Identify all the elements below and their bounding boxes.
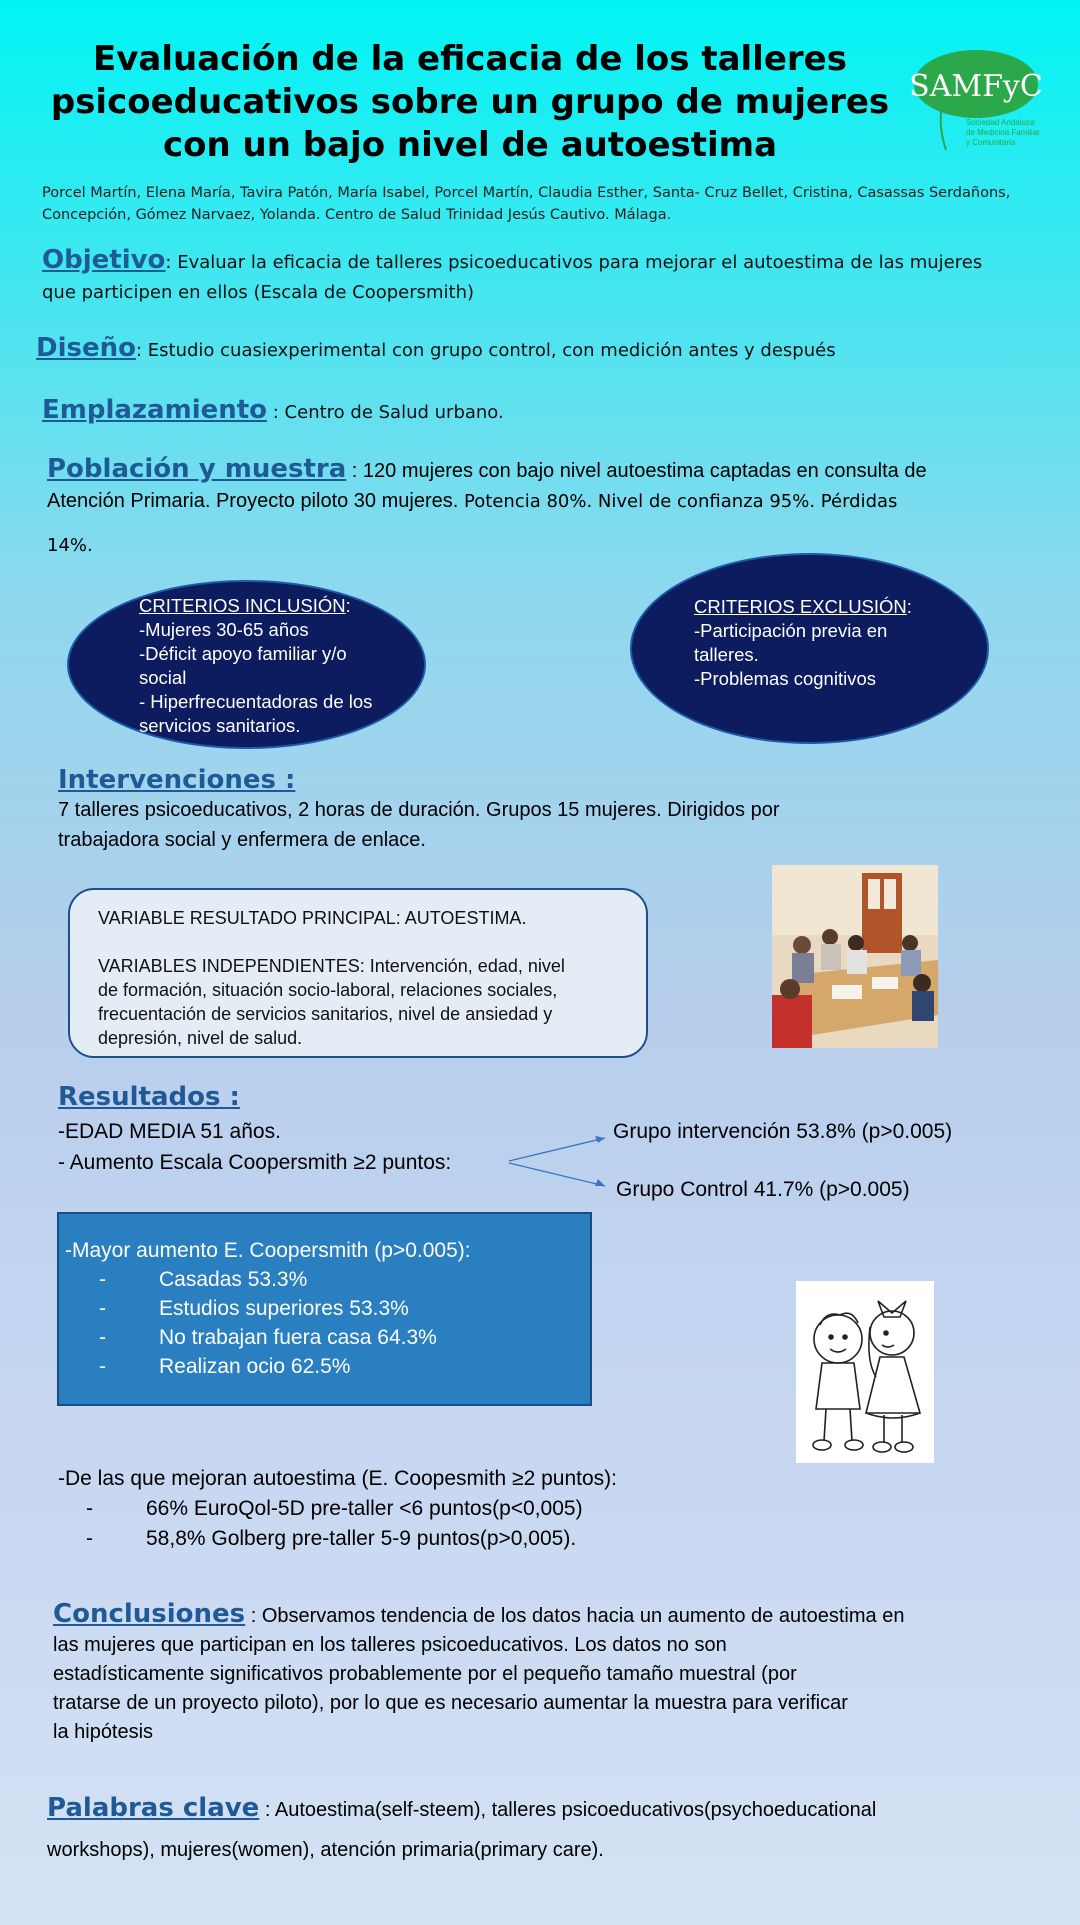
objetivo-text-1: : Evaluar la eficacia de talleres psicoeducativos para mejorar el autoestima de las mujeres	[165, 252, 983, 273]
exclusion-criteria-oval	[630, 553, 989, 744]
authors-line-2: Concepción, Gómez Narvaez, Yolanda. Centro de Salud Trinidad Jesús Cautivo. Málaga.	[42, 207, 672, 223]
objetivo-text-2: que participen en ellos (Escala de Coopersmith)	[42, 282, 475, 303]
coopersmith-box	[57, 1212, 592, 1406]
workshop-photo	[772, 865, 938, 1048]
aumento-escala: - Aumento Escala Coopersmith ≥2 puntos:	[58, 1151, 452, 1174]
conclusiones-heading: Conclusiones	[53, 1599, 246, 1629]
exclusion-colon: :	[906, 596, 912, 617]
dash: -	[99, 1326, 106, 1349]
diseno-heading: Diseño	[36, 333, 136, 363]
authors-line-1: Porcel Martín, Elena María, Tavira Patón, María Isabel, Porcel Martín, Claudia Esther, Santa- Cruz Bellet, Cristina, Casassas Serdañons,	[42, 185, 1011, 201]
inclusion-item-4: - Hiperfrecuentadoras de los	[139, 691, 373, 712]
diseno-section	[36, 333, 1046, 366]
variables-independientes-3: frecuentación de servicios sanitarios, nivel de ansiedad y	[98, 1004, 553, 1024]
logo-text: SAMFyC	[909, 69, 1043, 104]
intervenciones-text-2: trabajadora social y enfermera de enlace.	[58, 829, 426, 851]
children-drawing	[796, 1281, 934, 1463]
inclusion-heading: CRITERIOS INCLUSIÓN	[139, 595, 346, 616]
coopersmith-item-4-text: Realizan ocio 62.5%	[159, 1355, 351, 1378]
inclusion-item-1: -Mujeres 30-65 años	[139, 619, 309, 640]
conclusiones-text-4: tratarse de un proyecto piloto), por lo que es necesario aumentar la muestra para verificar	[53, 1692, 848, 1714]
inclusion-item-5: servicios sanitarios.	[139, 715, 301, 736]
children-drawing-image	[796, 1281, 934, 1463]
title-line-3: con un bajo nivel de autoestima	[162, 125, 778, 165]
poblacion-text-1: : 120 mujeres con bajo nivel autoestima captadas en consulta de	[346, 460, 927, 482]
exclusion-item-2: talleres.	[694, 644, 759, 665]
grupo-intervencion: Grupo intervención 53.8% (p>0.005)	[613, 1120, 953, 1143]
emplazamiento-heading: Emplazamiento	[42, 395, 268, 425]
mejoran-section	[58, 1464, 617, 1554]
coopersmith-item-3	[65, 1323, 584, 1352]
conclusiones-text-5: la hipótesis	[53, 1721, 154, 1743]
emplazamiento-text: : Centro de Salud urbano.	[267, 402, 504, 423]
logo-sub-3: y Comunitaria	[966, 138, 1016, 147]
inclusion-colon: :	[345, 595, 351, 616]
coopersmith-heading: -Mayor aumento E. Coopersmith (p>0.005):	[65, 1239, 471, 1262]
variables-independientes-4: depresión, nivel de salud.	[98, 1028, 303, 1048]
dash: -	[99, 1355, 106, 1378]
inclusion-item-3: social	[139, 667, 187, 688]
exclusion-item-3: -Problemas cognitivos	[694, 668, 876, 689]
intervenciones-text-1: 7 talleres psicoeducativos, 2 horas de duración. Grupos 15 mujeres. Dirigidos por	[58, 799, 780, 821]
intervenciones-heading: Intervenciones :	[58, 765, 296, 795]
resultados-heading: Resultados :	[58, 1082, 240, 1112]
conclusiones-text-2: las mujeres que participan en los talleres psicoeducativos. Los datos no son	[53, 1634, 727, 1656]
title-line-1: Evaluación de la eficacia de los talleres	[93, 39, 847, 79]
logo-sub-1: Sociedad Andaluza	[966, 118, 1035, 127]
palabras-clave-section	[47, 1788, 1057, 1870]
palabras-clave-heading: Palabras clave	[47, 1793, 260, 1823]
exclusion-item-1: -Participación previa en	[694, 620, 888, 641]
logo-sub-2: de Medicina Familiar	[966, 128, 1040, 137]
poblacion-text-2b: Potencia 80%. Nivel de confianza 95%. Pérdidas	[458, 491, 898, 512]
exclusion-heading: CRITERIOS EXCLUSIÓN	[694, 596, 907, 617]
variables-independientes-2: de formación, situación socio-laboral, relaciones sociales,	[98, 980, 558, 1000]
coopersmith-item-3-text: No trabajan fuera casa 64.3%	[159, 1326, 437, 1349]
diseno-text: : Estudio cuasiexperimental con grupo control, con medición antes y después	[135, 340, 836, 361]
inclusion-criteria-oval	[67, 580, 426, 749]
result-arrows-icon	[505, 1128, 615, 1194]
samfyc-logo-icon	[908, 46, 1048, 156]
poblacion-text-2a: Atención Primaria. Proyecto piloto 30 mujeres.	[47, 490, 459, 512]
dash: -	[86, 1527, 93, 1550]
workshop-photo-image	[772, 865, 938, 1048]
mejoran-heading: -De las que mejoran autoestima (E. Coopesmith ≥2 puntos):	[58, 1467, 617, 1490]
dash: -	[99, 1297, 106, 1320]
poblacion-section	[47, 454, 1057, 561]
emplazamiento-section	[42, 395, 1052, 428]
coopersmith-item-1	[65, 1265, 584, 1294]
grupo-control: Grupo Control 41.7% (p>0.005)	[616, 1178, 910, 1201]
mejoran-item-1: 66% EuroQol-5D pre-taller <6 puntos(p<0,005)	[146, 1497, 583, 1520]
resultados-section	[58, 1082, 240, 1114]
objetivo-heading: Objetivo	[42, 245, 166, 275]
edad-media: -EDAD MEDIA 51 años.	[58, 1120, 281, 1143]
coopersmith-item-1-text: Casadas 53.3%	[159, 1268, 308, 1291]
variables-independientes-1: VARIABLES INDEPENDIENTES: Intervención, edad, nivel	[98, 956, 565, 976]
poster-title	[20, 38, 920, 167]
coopersmith-item-2-text: Estudios superiores 53.3%	[159, 1297, 409, 1320]
coopersmith-item-2	[65, 1294, 584, 1323]
variables-box	[68, 888, 648, 1058]
conclusiones-text-1: : Observamos tendencia de los datos hacia un aumento de autoestima en	[245, 1605, 905, 1627]
intervenciones-section	[58, 765, 1058, 855]
poblacion-heading: Población y muestra	[47, 454, 347, 484]
conclusiones-text-3: estadísticamente significativos probablemente por el pequeño tamaño muestral (por	[53, 1663, 797, 1685]
palabras-clave-text-2: workshops), mujeres(women), atención primaria(primary care).	[47, 1839, 604, 1861]
mejoran-item-2: 58,8% Golberg pre-taller 5-9 puntos(p>0,005).	[146, 1527, 577, 1550]
inclusion-item-2: -Déficit apoyo familiar y/o	[139, 643, 347, 664]
poblacion-text-3: 14%.	[47, 535, 93, 556]
samfyc-logo	[908, 46, 1048, 156]
palabras-clave-text-1: : Autoestima(self-steem), talleres psicoeducativos(psychoeducational	[259, 1799, 877, 1821]
conclusiones-section	[53, 1600, 1063, 1747]
title-line-2: psicoeducativos sobre un grupo de mujeres	[50, 82, 890, 122]
coopersmith-item-4	[65, 1352, 584, 1381]
variable-principal: VARIABLE RESULTADO PRINCIPAL: AUTOESTIMA.	[98, 908, 527, 928]
dash: -	[86, 1497, 93, 1520]
dash: -	[99, 1268, 106, 1291]
objetivo-section	[42, 245, 1052, 308]
authors	[42, 182, 1052, 226]
